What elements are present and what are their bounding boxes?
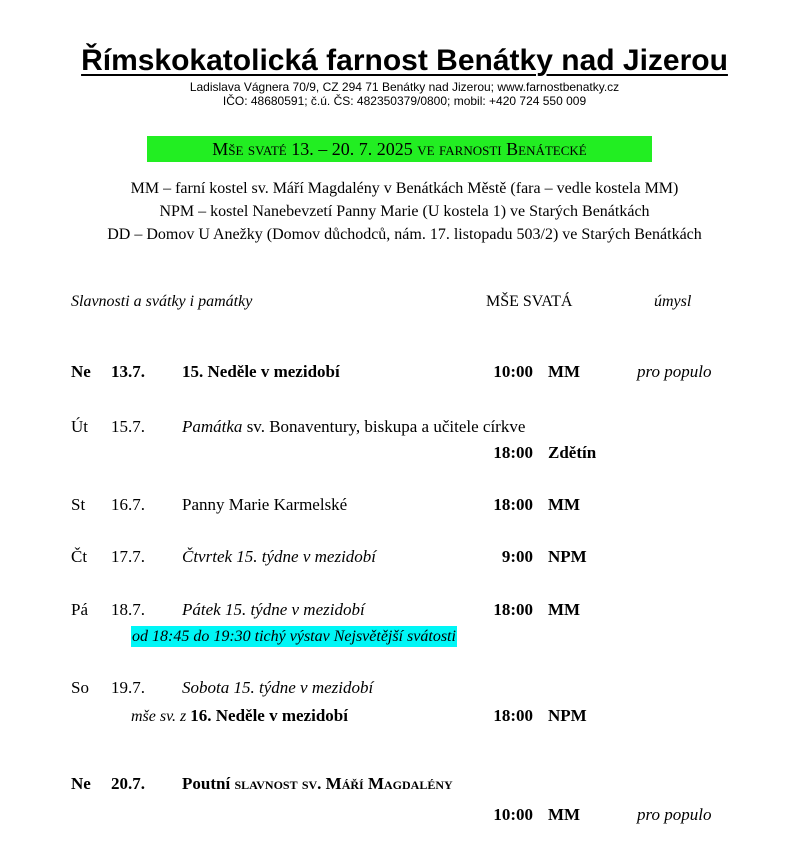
entry-date: 16.7. [111, 495, 145, 514]
entry-date: 13.7. [111, 362, 145, 381]
entry-day: Ne [71, 362, 91, 381]
entry-place: MM [548, 805, 581, 824]
entry-date: 19.7. [111, 678, 145, 697]
entry-place: Zdětín [548, 443, 597, 462]
entry-day: Čt [71, 547, 88, 566]
entry-time: 10:00 [493, 805, 533, 824]
entry-place: MM [548, 362, 581, 381]
entry-time: 10:00 [493, 362, 533, 381]
entry-time: 9:00 [501, 547, 533, 566]
entry-time: 18:00 [493, 495, 533, 514]
entry-day: St [71, 495, 86, 514]
entry-intention: pro populo [637, 362, 712, 381]
entry-place: MM [548, 495, 581, 514]
entry-name: Čtvrtek 15. týdne v mezidobí [182, 547, 377, 566]
entry-time: 18:00 [493, 443, 533, 462]
location-mm: MM – farní kostel sv. Máří Magdalény v Benátkách Městě (fara – vedle kostela MM) [130, 180, 679, 197]
entry-date: 17.7. [111, 547, 145, 566]
entry-day: Ne [71, 774, 91, 793]
vigil-feast: 16. Neděle v mezidobí [190, 706, 348, 725]
week-banner: Mše svaté 13. – 20. 7. 2025 ve farnosti Benátecké [147, 136, 652, 162]
column-header-feasts: Slavnosti a svátky i památky [71, 293, 253, 310]
entry-day: So [71, 678, 89, 697]
registration-line: IČO: 48680591; č.ú. ČS: 482350379/0800; mobil: +420 724 550 009 [222, 94, 587, 108]
adoration-note: od 18:45 do 19:30 tichý výstav Nejsvětější svátosti [132, 628, 456, 645]
entry-rank: Památka [182, 417, 243, 436]
entry-name: Pátek 15. týdne v mezidobí [182, 600, 365, 619]
entry-name [182, 773, 453, 795]
entry-time: 18:00 [493, 600, 533, 619]
entry-title: slavnost sv. Máří Magdalény [234, 774, 453, 793]
entry-place: NPM [548, 706, 587, 725]
entry-date: 20.7. [111, 774, 145, 793]
vigil-mass-line [131, 705, 348, 728]
entry-rank: Poutní [182, 774, 235, 793]
entry-day: Pá [71, 600, 88, 619]
entry-name: Panny Marie Karmelské [182, 495, 348, 514]
entry-intention: pro populo [637, 805, 712, 824]
entry-date: 15.7. [111, 417, 145, 436]
column-header-intention: úmysl [654, 293, 692, 310]
location-npm: NPM – kostel Nanebevzetí Panny Marie (U kostela 1) ve Starých Benátkách [159, 203, 650, 220]
entry-place: NPM [548, 547, 587, 566]
entry-time: 18:00 [493, 706, 533, 725]
entry-name [182, 416, 525, 438]
entry-name: Sobota 15. týdne v mezidobí [182, 678, 374, 697]
parish-title: Římskokatolická farnost Benátky nad Jizerou [81, 44, 728, 77]
vigil-prefix: mše sv. z [131, 708, 191, 725]
entry-place: MM [548, 600, 581, 619]
address-line: Ladislava Vágnera 70/9, CZ 294 71 Benátky nad Jizerou; www.farnostbenatky.cz [189, 80, 620, 94]
column-header-mass: MŠE SVATÁ [486, 293, 573, 310]
entry-name: 15. Neděle v mezidobí [182, 362, 340, 381]
entry-title: sv. Bonaventury, biskupa a učitele církve [242, 417, 526, 436]
entry-date: 18.7. [111, 600, 145, 619]
location-dd: DD – Domov U Anežky (Domov důchodců, nám. 17. listopadu 503/2) ve Starých Benátkách [107, 226, 702, 243]
entry-day: Út [71, 417, 88, 436]
